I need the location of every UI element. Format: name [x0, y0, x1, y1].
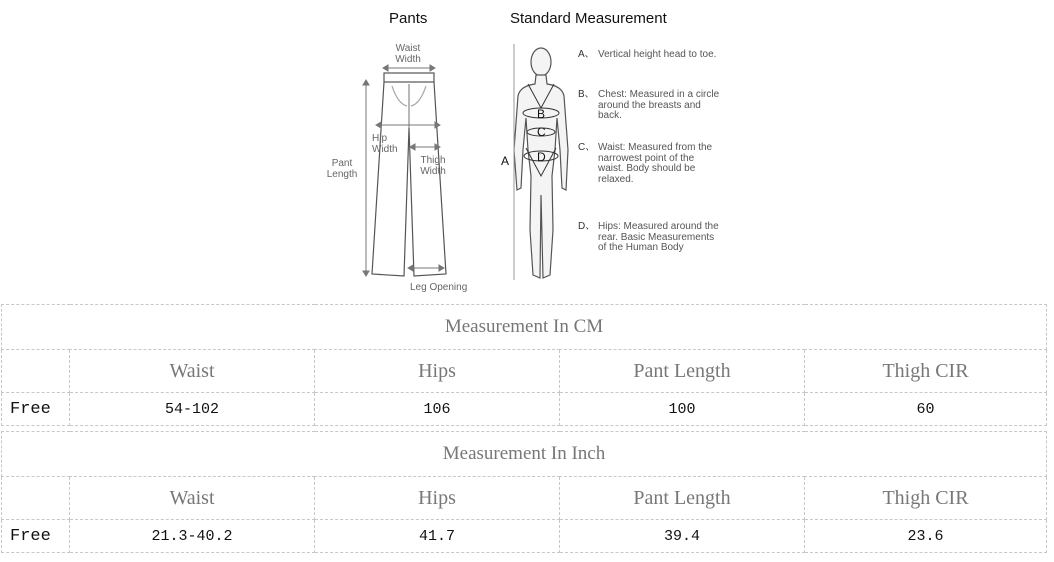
cell-waist: 21.3-40.2	[70, 520, 315, 553]
header-pant-length: Pant Length	[560, 350, 805, 393]
measurement-d: D、 Hips: Measured around the rear. Basic Measurements of the Human Body	[578, 221, 719, 253]
table-header-row	[2, 477, 1047, 520]
measurement-b: B、 Chest: Measured in a circle around the breasts and back.	[578, 89, 720, 121]
leg-opening-label: Leg Opening	[410, 282, 468, 293]
size-table-cm	[1, 304, 1047, 426]
measurement-c: C、 Waist: Measured from the narrowest point of the waist. Body should be relaxed.	[578, 142, 713, 185]
header-thigh-cir: Thigh CIR	[805, 477, 1047, 520]
waistband-shape	[384, 73, 434, 82]
letter-b: B	[537, 107, 546, 121]
size-table-inch	[1, 431, 1047, 553]
cell-pant-length: 100	[560, 393, 805, 426]
header-waist: Waist	[70, 477, 315, 520]
letter-a: A	[501, 154, 510, 168]
head-shape	[531, 48, 551, 76]
cell-hips: 106	[315, 393, 560, 426]
table-header-row	[2, 350, 1047, 393]
header-size	[2, 477, 70, 520]
cell-waist: 54-102	[70, 393, 315, 426]
cell-size: Free	[2, 393, 70, 426]
table-caption-inch: Measurement In Inch	[2, 432, 1047, 477]
pant-length-label: Pant Length	[326, 158, 358, 180]
table-caption-cm: Measurement In CM	[2, 305, 1047, 350]
header-hips: Hips	[315, 350, 560, 393]
measurement-a: A、 Vertical height head to toe.	[578, 49, 717, 60]
letter-c: C	[537, 125, 546, 139]
table-row	[2, 520, 1047, 553]
cell-hips: 41.7	[315, 520, 560, 553]
cell-size: Free	[2, 520, 70, 553]
header-pant-length: Pant Length	[560, 477, 805, 520]
letter-d: D	[537, 150, 546, 164]
header-size	[2, 350, 70, 393]
header-waist: Waist	[70, 350, 315, 393]
thigh-width-label: Thigh Width	[420, 155, 446, 177]
standard-measurement-title: Standard Measurement	[510, 10, 667, 27]
cell-thigh-cir: 23.6	[805, 520, 1047, 553]
hip-width-label: Hip Width	[372, 133, 398, 155]
cell-pant-length: 39.4	[560, 520, 805, 553]
cell-thigh-cir: 60	[805, 393, 1047, 426]
waist-width-label: Waist Width	[395, 43, 421, 65]
table-row	[2, 393, 1047, 426]
header-thigh-cir: Thigh CIR	[805, 350, 1047, 393]
pants-title: Pants	[389, 10, 428, 27]
header-hips: Hips	[315, 477, 560, 520]
